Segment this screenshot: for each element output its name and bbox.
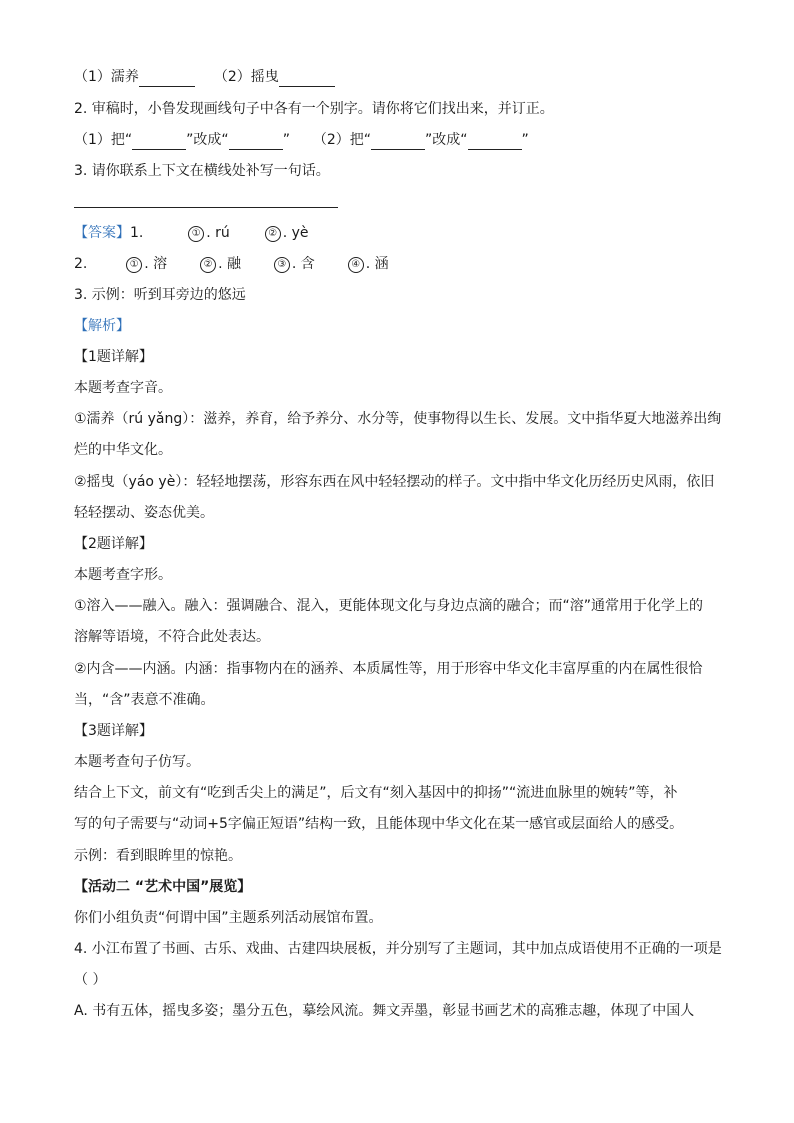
- answer-text: . 含: [291, 256, 315, 272]
- circled-number-icon: ②: [265, 226, 281, 242]
- answer-number: 1.: [130, 225, 144, 241]
- analysis-text: ②摇曳（yáo yè）：轻轻地摆荡，形容东西在风中轻轻摆动的样子。文中指中华文化历经历史风雨，依旧: [74, 474, 715, 490]
- activity-title: 【活动二 “艺术中国”展览】: [74, 879, 252, 895]
- answer-blank[interactable]: [468, 134, 522, 150]
- q1-item2: （2）摇曳: [213, 69, 279, 85]
- section-heading: 【2题详解】: [74, 536, 153, 552]
- answer-blank[interactable]: [139, 71, 195, 87]
- analysis-text: ②内含——内涵。内涵：指事物内在的涵养、本质属性等，用于形容中华文化丰富厚重的内在属性很恰: [74, 661, 703, 677]
- q2-close-quote: ”: [521, 132, 529, 148]
- answer-tag: 【答案】: [74, 225, 130, 241]
- q2-part1-label: （1）把“: [74, 132, 133, 148]
- section-heading: 【3题详解】: [74, 723, 153, 739]
- q4-text: 4. 小江布置了书画、古乐、戏曲、古建四块展板，并分别写了主题词，其中加点成语使用不正确的一项是: [74, 941, 722, 957]
- circled-number-icon: ③: [274, 257, 290, 273]
- q3-answer-rule[interactable]: [74, 207, 338, 208]
- answer-text: . 涵: [365, 256, 389, 272]
- answer-a1: [188, 225, 230, 241]
- analysis-text: 溶解等语境，不符合此处表达。: [74, 629, 270, 645]
- answer-number: 2.: [74, 256, 88, 272]
- analysis-text: ①濡养（rú yǎng）：滋养，养育，给予养分、水分等，使事物得以生长、发展。文中指华夏大地滋养出绚: [74, 411, 722, 427]
- analysis-text: 示例：看到眼眸里的惊艳。: [74, 848, 242, 864]
- answer-blank[interactable]: [229, 134, 283, 150]
- answer-text: . 溶: [144, 256, 168, 272]
- analysis-text: 轻轻摆动、姿态优美。: [74, 505, 214, 521]
- q1-item1: （1）濡养: [74, 69, 139, 85]
- analysis-text: 当，“含”表意不准确。: [74, 692, 215, 708]
- option-a[interactable]: A. 书有五体，摇曳多姿；墨分五色，摹绘风流。舞文弄墨，彰显书画艺术的高雅志趣，体现了中国人: [74, 1003, 695, 1019]
- q2-change-label: ”改成“: [186, 132, 229, 148]
- q2-text: 2. 审稿时，小鲁发现画线句子中各有一个别字。请你将它们找出来，并订正。: [74, 101, 554, 117]
- circled-number-icon: ④: [348, 257, 364, 273]
- answer-line-2: [74, 254, 389, 274]
- analysis-text: 本题考查句子仿写。: [74, 754, 200, 770]
- analysis-tag: 【解析】: [74, 318, 130, 334]
- q2-close-quote: ”: [282, 132, 290, 148]
- analysis-text: 烂的中华文化。: [74, 442, 172, 458]
- answer-blank[interactable]: [132, 134, 186, 150]
- answer-text: . 融: [218, 256, 241, 272]
- answer-a2: [265, 225, 309, 241]
- circled-number-icon: ②: [200, 257, 216, 273]
- answer-blank[interactable]: [371, 134, 425, 150]
- q4-answer-paren[interactable]: （ ）: [74, 972, 107, 988]
- answer-line-1: [74, 223, 309, 243]
- analysis-text: 本题考查字音。: [74, 380, 172, 396]
- circled-number-icon: ①: [188, 226, 204, 242]
- answer-text: . rú: [206, 225, 230, 241]
- analysis-text: 本题考查字形。: [74, 567, 172, 583]
- answer-blank[interactable]: [279, 71, 335, 87]
- analysis-text: 结合上下文，前文有“吃到舌尖上的满足”，后文有“刻入基因中的抑扬”“流进血脉里的婉转”等，补: [74, 785, 678, 801]
- analysis-text: ①溶入——融入。融入：强调融合、混入，更能体现文化与身边点滴的融合；而“溶”通常用于化学上的: [74, 598, 704, 614]
- analysis-text: 写的句子需要与“动词+5字偏正短语”结构一致，且能体现中华文化在某一感官或层面给人的感受。: [74, 816, 684, 832]
- q1-line: [74, 67, 335, 87]
- q2-part2-label: （2）把“: [312, 132, 372, 148]
- q2-change-label: ”改成“: [425, 132, 468, 148]
- q3-text: 3. 请你联系上下文在横线处补写一句话。: [74, 163, 330, 179]
- activity-intro: 你们小组负责“何谓中国”主题系列活动展馆布置。: [74, 910, 383, 926]
- q2-blanks-line: [74, 130, 529, 150]
- circled-number-icon: ①: [126, 257, 142, 273]
- answer-line-3: 3. 示例：听到耳旁边的悠远: [74, 287, 246, 303]
- answer-text: . yè: [282, 225, 309, 241]
- section-heading: 【1题详解】: [74, 349, 153, 365]
